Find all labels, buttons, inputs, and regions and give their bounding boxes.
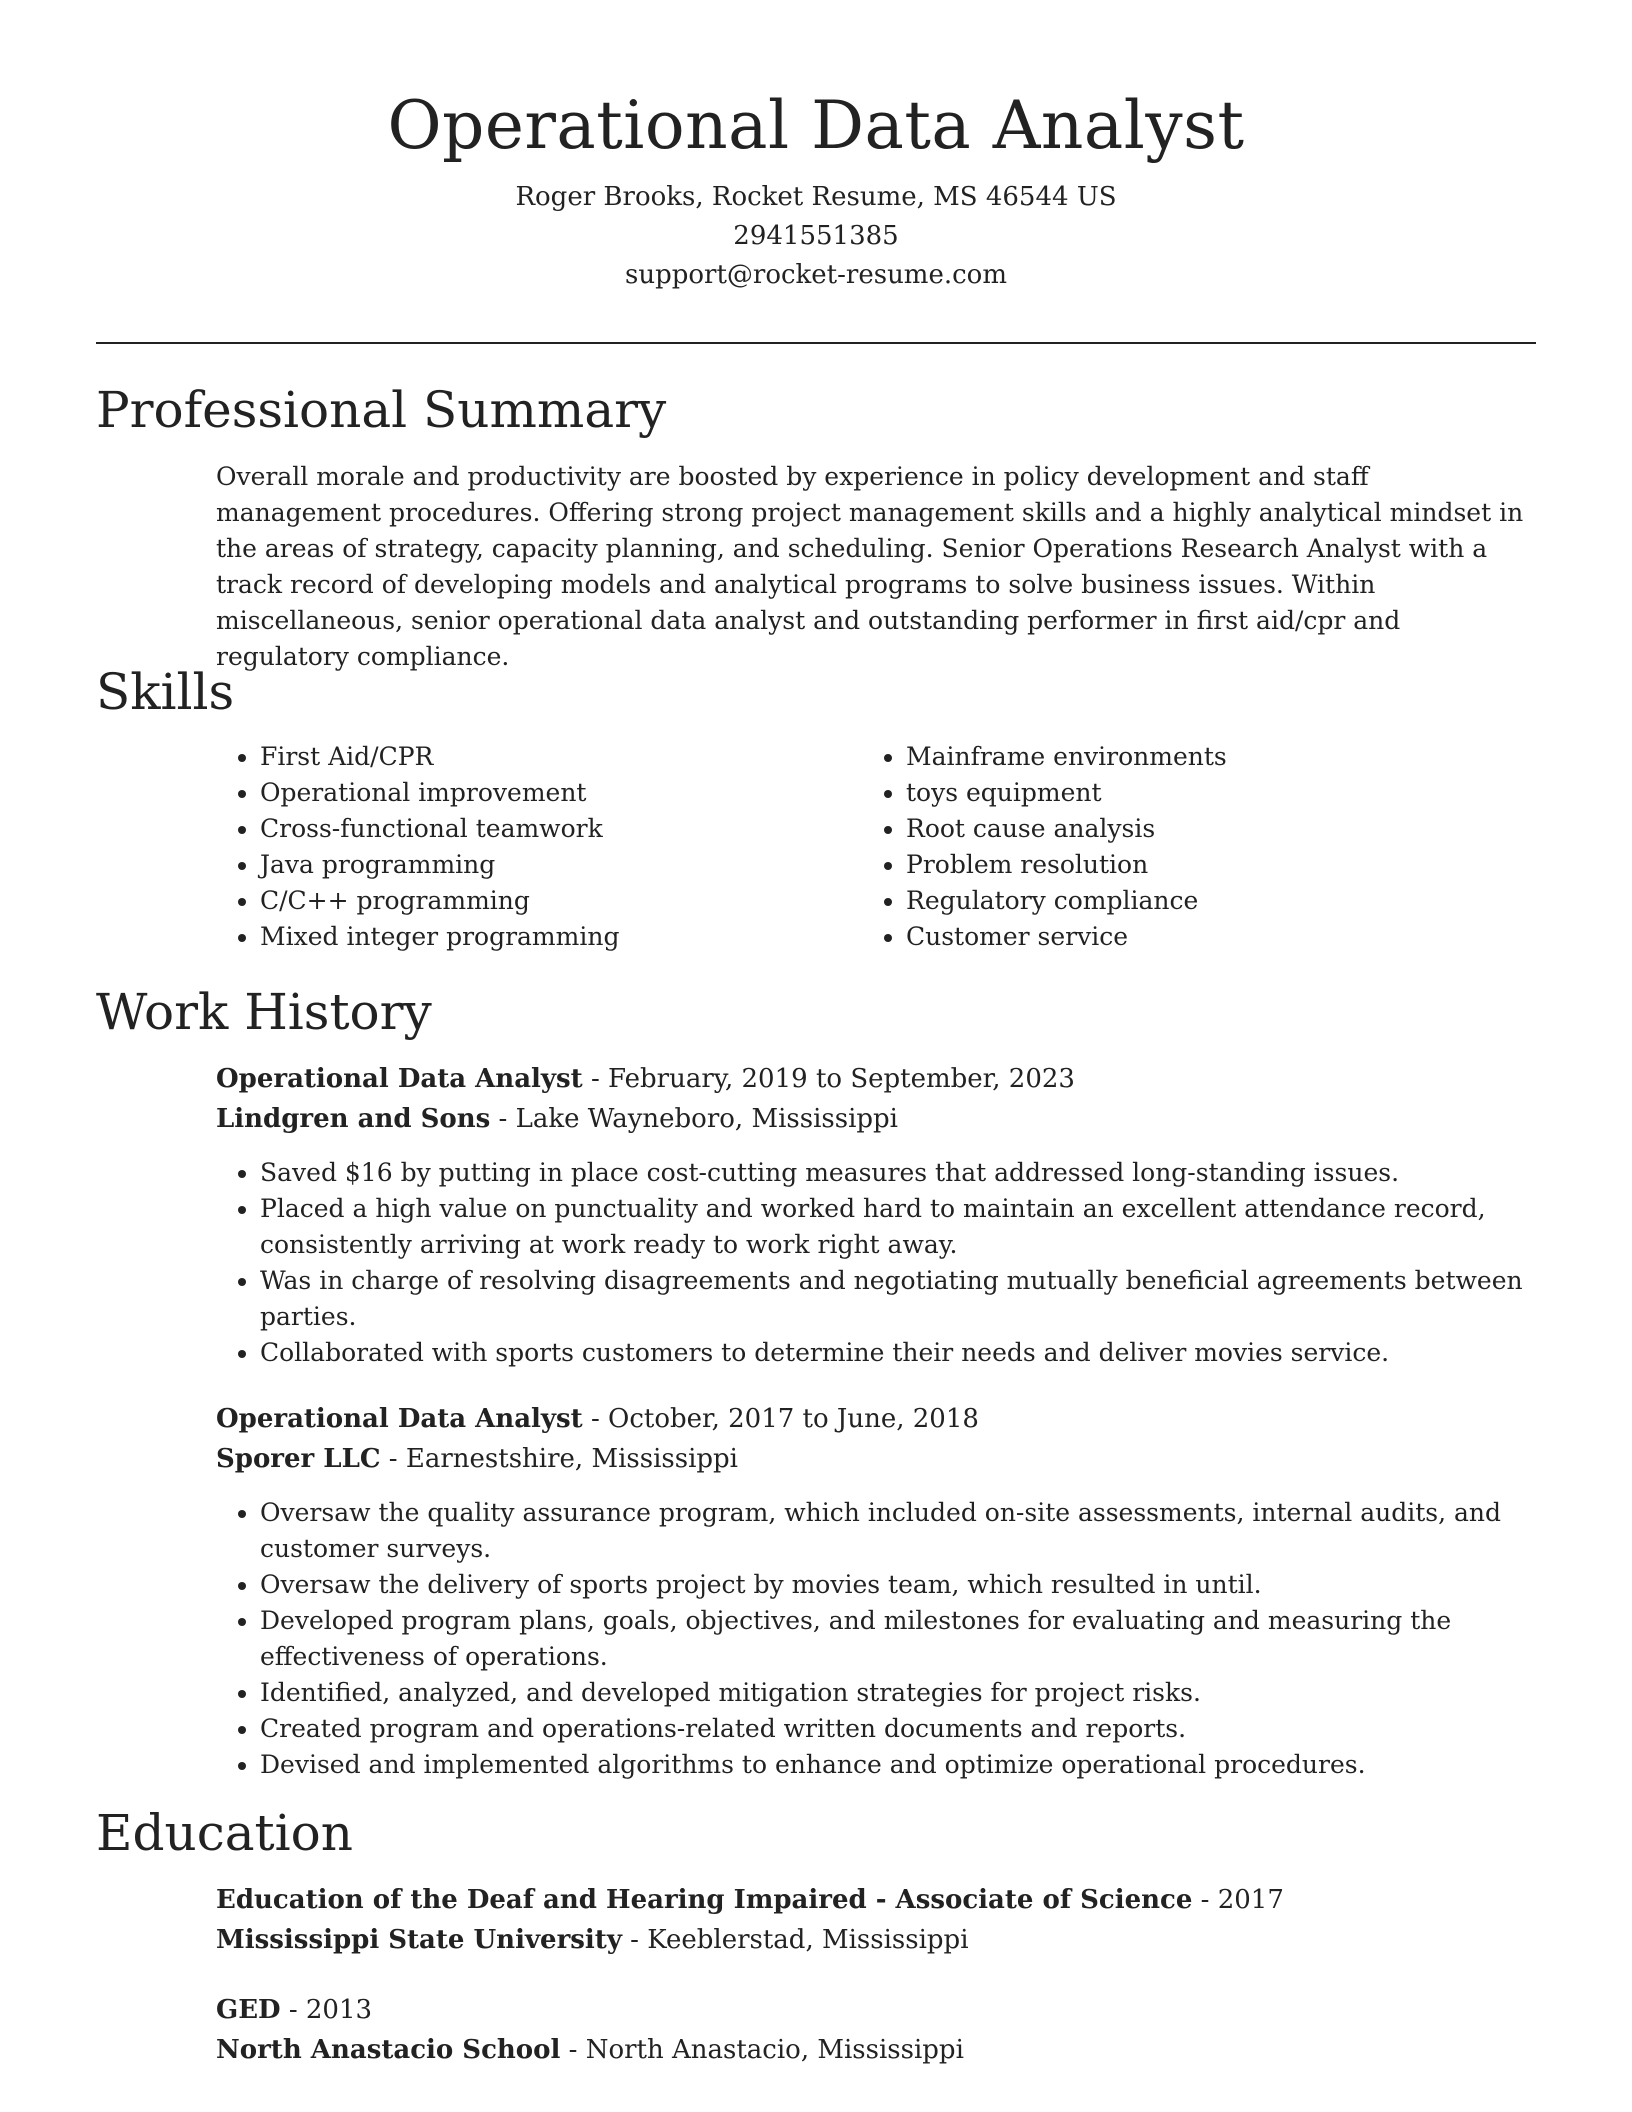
education-school-line [216, 1920, 1536, 1960]
job-bullet-list [216, 1155, 1536, 1371]
job-bullet: • Collaborated with sports customers to determine their needs and deliver movies service. [260, 1335, 1536, 1371]
job-bullet: • Placed a high value on punctuality and worked hard to maintain an excellent attendance record, consistently arriving at work ready to work right away. [260, 1191, 1536, 1263]
education-school: North Anastacio School [216, 2035, 561, 2065]
contact-address: Roger Brooks, Rocket Resume, MS 46544 US [515, 182, 1117, 212]
skills-list-left [216, 739, 816, 955]
education-entry [216, 1880, 1536, 1960]
candidate-title: Operational Data Analyst [387, 87, 1245, 164]
job-bullet: • Developed program plans, goals, objectives, and milestones for evaluating and measuring the effectiveness of operations. [260, 1603, 1536, 1675]
summary-text-block [216, 459, 1536, 675]
education-entry [216, 1990, 1536, 2070]
skill-item: • toys equipment [906, 775, 1502, 811]
job-company: Sporer LLC [216, 1444, 381, 1474]
job-entry [216, 1059, 1536, 1139]
job-bullet-list [216, 1495, 1536, 1783]
job-role: Operational Data Analyst [216, 1404, 583, 1434]
job-location: - Earnestshire, Mississippi [380, 1444, 738, 1474]
education-heading: Education [96, 1804, 353, 1862]
resume-header [96, 82, 1536, 295]
job-bullet: • Identified, analyzed, and developed mitigation strategies for project risks. [260, 1675, 1536, 1711]
education-location: - North Anastacio, Mississippi [560, 2035, 964, 2065]
skills-column-right [862, 739, 1502, 955]
education-degree-line [216, 1880, 1536, 1920]
job-bullets-block [216, 1495, 1536, 1783]
contact-phone: 2941551385 [733, 221, 899, 251]
skill-item: • Root cause analysis [906, 811, 1502, 847]
job-company-line [216, 1439, 1536, 1479]
header-divider [96, 342, 1536, 344]
work-history-heading: Work History [96, 983, 432, 1041]
contact-email: support@rocket-resume.com [624, 260, 1007, 290]
skill-item: • Cross-functional teamwork [260, 811, 816, 847]
skills-list-right [862, 739, 1502, 955]
education-year: - 2013 [280, 1995, 373, 2025]
job-bullet: • Devised and implemented algorithms to enhance and optimize operational procedures. [260, 1747, 1536, 1783]
skills-column-left [216, 739, 816, 955]
education-location: - Keeblerstad, Mississippi [621, 1925, 969, 1955]
education-year: - 2017 [1192, 1885, 1284, 1915]
skill-item: • Customer service [906, 919, 1502, 955]
job-bullet: • Created program and operations-related written documents and reports. [260, 1711, 1536, 1747]
skill-item: • Regulatory compliance [906, 883, 1502, 919]
job-role: Operational Data Analyst [216, 1064, 583, 1094]
skill-item: • Java programming [260, 847, 816, 883]
education-degree: GED [216, 1995, 281, 2025]
summary-heading: Professional Summary [96, 381, 667, 439]
skill-item: • Mainframe environments [906, 739, 1502, 775]
education-school: Mississippi State University [216, 1925, 622, 1955]
job-dates: - October, 2017 to June, 2018 [582, 1404, 979, 1434]
job-bullet: • Saved $16 by putting in place cost-cutting measures that addressed long-standing issues. [260, 1155, 1536, 1191]
job-title-line [216, 1399, 1536, 1439]
education-degree-line [216, 1990, 1536, 2030]
job-bullet: • Oversaw the quality assurance program, which included on-site assessments, internal audits, and customer surveys. [260, 1495, 1536, 1567]
skill-item: • Operational improvement [260, 775, 816, 811]
skills-heading: Skills [96, 663, 235, 721]
job-bullet: • Was in charge of resolving disagreements and negotiating mutually beneficial agreements between parties. [260, 1263, 1536, 1335]
job-location: - Lake Wayneboro, Mississippi [490, 1104, 898, 1134]
education-school-line [216, 2030, 1536, 2070]
skill-item: • First Aid/CPR [260, 739, 816, 775]
job-company-line [216, 1099, 1536, 1139]
skill-item: • Mixed integer programming [260, 919, 816, 955]
skill-item: • Problem resolution [906, 847, 1502, 883]
skill-item: • C/C++ programming [260, 883, 816, 919]
job-bullet: • Oversaw the delivery of sports project by movies team, which resulted in until. [260, 1567, 1536, 1603]
job-company: Lindgren and Sons [216, 1104, 491, 1134]
job-entry [216, 1399, 1536, 1479]
summary-paragraph: Overall morale and productivity are boosted by experience in policy development and staff management procedures. Offering strong project management skills and a highly analytical mindset in the areas of strategy, capacity planning, and scheduling. Senior Operations Research Analyst with a track record of developing models and analytical programs to solve business issues. Within miscellaneous, senior operational data analyst and outstanding performer in first aid/cpr and regulatory compliance. [216, 462, 1524, 671]
job-bullets-block [216, 1155, 1536, 1371]
job-title-line [216, 1059, 1536, 1099]
education-degree: Education of the Deaf and Hearing Impaired - Associate of Science [216, 1885, 1193, 1915]
job-dates: - February, 2019 to September, 2023 [582, 1064, 1075, 1094]
